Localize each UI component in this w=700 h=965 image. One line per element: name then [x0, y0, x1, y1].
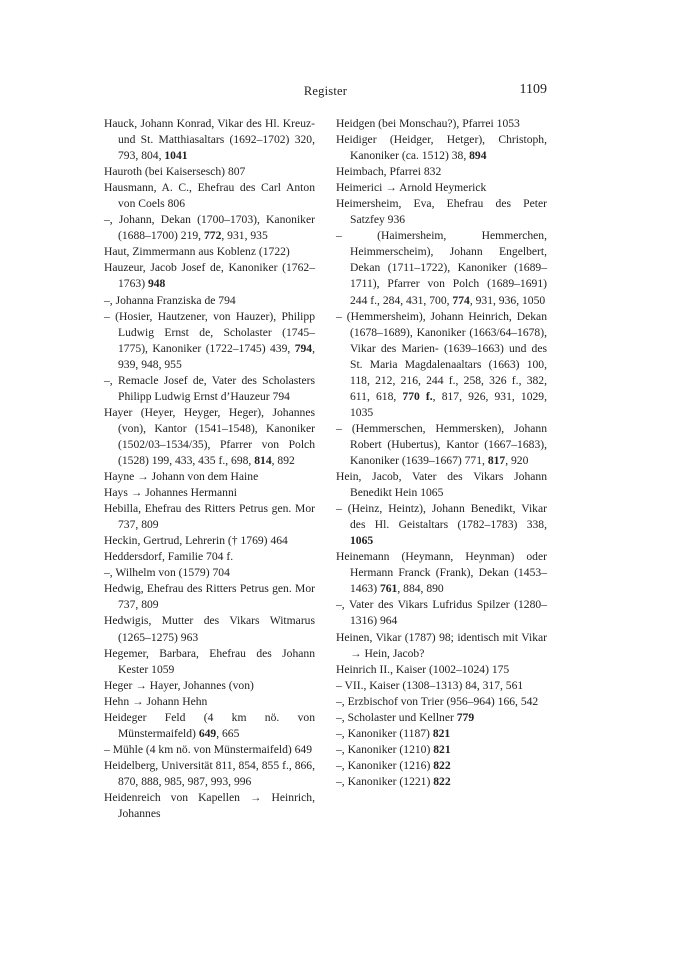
index-entry: –, Johann, Dekan (1700–1703), Kanoniker (1688–1700) 219, 772, 931, 935	[104, 213, 315, 243]
index-entry: Heinen, Vikar (1787) 98; identisch mit Vikar → Hein, Jacob?	[336, 630, 547, 660]
index-column-left	[104, 116, 315, 822]
index-entry: Heidiger (Heidger, Hetger), Christoph, Kanoniker (ca. 1512) 38, 894	[336, 133, 547, 163]
index-entry: Heddersdorf, Familie 704 f.	[104, 550, 234, 564]
index-entry: Hauck, Johann Konrad, Vikar des Hl. Kreuz- und St. Matthiasaltars (1692–1702) 320, 793, 804, 1041	[104, 117, 315, 163]
index-entry: –, Wilhelm von (1579) 704	[104, 566, 230, 580]
index-entry: – (Hosier, Hautzener, von Hauzer), Philipp Ludwig Ernst de, Scholaster (1745–1775), Kanoniker (1722–1745) 439, 794, 939, 948, 955	[104, 309, 315, 371]
index-entry: –, Remacle Josef de, Vater des Scholasters Philipp Ludwig Ernst d’Hauzeur 794	[104, 373, 315, 403]
index-entry: –, Johanna Franziska de 794	[104, 293, 236, 307]
index-entry: Hays → Johannes Hermanni	[104, 486, 237, 500]
index-entry: Heidgen (bei Monschau?), Pfarrei 1053	[336, 117, 520, 130]
page-header	[104, 82, 547, 102]
index-entry: – (Hemmersheim), Johann Heinrich, Dekan (1678–1689), Kanoniker (1663/64–1678), Vikar des Marien- (1639–1663) und des St. Maria Magdalenaaltars (1663) 100, 118, 212, 216, 244 f., 258, 326 f., 382, 611, 618, 770 f., 817, 926, 931, 1029, 1035	[336, 309, 547, 419]
index-entry: Heimbach, Pfarrei 832	[336, 165, 442, 179]
running-title: Register	[303, 84, 348, 98]
index-entry: – (Heinz, Heintz), Johann Benedikt, Vikar des Hl. Geistaltars (1782–1783) 338, 1065	[336, 502, 547, 548]
index-entry: Hayne → Johann von dem Haine	[104, 470, 259, 484]
page-number: 1109	[519, 82, 547, 97]
index-entry: Heideger Feld (4 km nö. von Münstermaifeld) 649, 665	[104, 710, 315, 740]
index-entry: –, Scholaster und Kellner 779	[336, 710, 475, 724]
index-entry: –, Kanoniker (1210) 821	[336, 742, 451, 756]
index-entry: Hedwig, Ehefrau des Ritters Petrus gen. Mor 737, 809	[104, 582, 315, 612]
index-entry: Heimerici → Arnold Heymerick	[336, 181, 487, 195]
index-entry: Hayer (Heyer, Heyger, Heger), Johannes (von), Kantor (1541–1548), Kanoniker (1502/03–1534/35), Pfarrer von Polch (1528) 199, 433, 435 f., 698, 814, 892	[104, 405, 315, 467]
index-entry: Hedwigis, Mutter des Vikars Witmarus (1265–1275) 963	[104, 614, 315, 644]
index-entry: Heidelberg, Universität 811, 854, 855 f., 866, 870, 888, 985, 987, 993, 996	[104, 758, 315, 788]
index-entry: Heidenreich von Kapellen → Heinrich, Johannes	[104, 790, 315, 821]
index-entry: Hegemer, Barbara, Ehefrau des Johann Kester 1059	[104, 646, 315, 676]
index-entry: – (Hemmerschen, Hemmersken), Johann Robert (Hubertus), Kantor (1667–1683), Kanoniker (1639–1667) 771, 817, 920	[336, 421, 547, 467]
index-entry: Heger → Hayer, Johannes (von)	[104, 678, 254, 692]
index-entry: – (Haimersheim, Hemmerchen, Heimmerscheim), Johann Engelbert, Dekan (1711–1722), Kanoniker (1689–1711), Pfarrer von Polch (1689–1691) 244 f., 284, 431, 700, 774, 931, 936, 1050	[336, 229, 547, 307]
index-entry: Hebilla, Ehefrau des Ritters Petrus gen. Mor 737, 809	[104, 502, 315, 532]
index-entry: Heinrich II., Kaiser (1002–1024) 175	[336, 662, 510, 676]
index-entry: Hein, Jacob, Vater des Vikars Johann Benedikt Hein 1065	[336, 470, 547, 500]
index-entry: – VII., Kaiser (1308–1313) 84, 317, 561	[336, 678, 524, 692]
index-entry: Heinemann (Heymann, Heynman) oder Hermann Franck (Frank), Dekan (1453–1463) 761, 884, 890	[336, 550, 547, 596]
index-entry: –, Erzbischof von Trier (956–964) 166, 542	[336, 694, 539, 708]
index-entry: –, Vater des Vikars Lufridus Spilzer (1280–1316) 964	[336, 598, 547, 628]
index-entry: Hausmann, A. C., Ehefrau des Carl Anton von Coels 806	[104, 181, 315, 211]
index-entry: Heimersheim, Eva, Ehefrau des Peter Satzfey 936	[336, 197, 547, 227]
index-entry: Haut, Zimmermann aus Koblenz (1722)	[104, 245, 290, 259]
index-entry: Hehn → Johann Hehn	[104, 694, 208, 708]
index-entry: Heckin, Gertrud, Lehrerin († 1769) 464	[104, 534, 288, 548]
index-entry: Hauroth (bei Kaisersesch) 807	[104, 165, 246, 179]
index-entry: –, Kanoniker (1221) 822	[336, 774, 451, 788]
index-entry: – Mühle (4 km nö. von Münstermaifeld) 649	[104, 742, 313, 756]
index-column-right	[336, 116, 547, 790]
index-entry: –, Kanoniker (1187) 821	[336, 726, 451, 740]
index-entry: Hauzeur, Jacob Josef de, Kanoniker (1762–1763) 948	[104, 261, 315, 291]
index-entry: –, Kanoniker (1216) 822	[336, 758, 451, 772]
